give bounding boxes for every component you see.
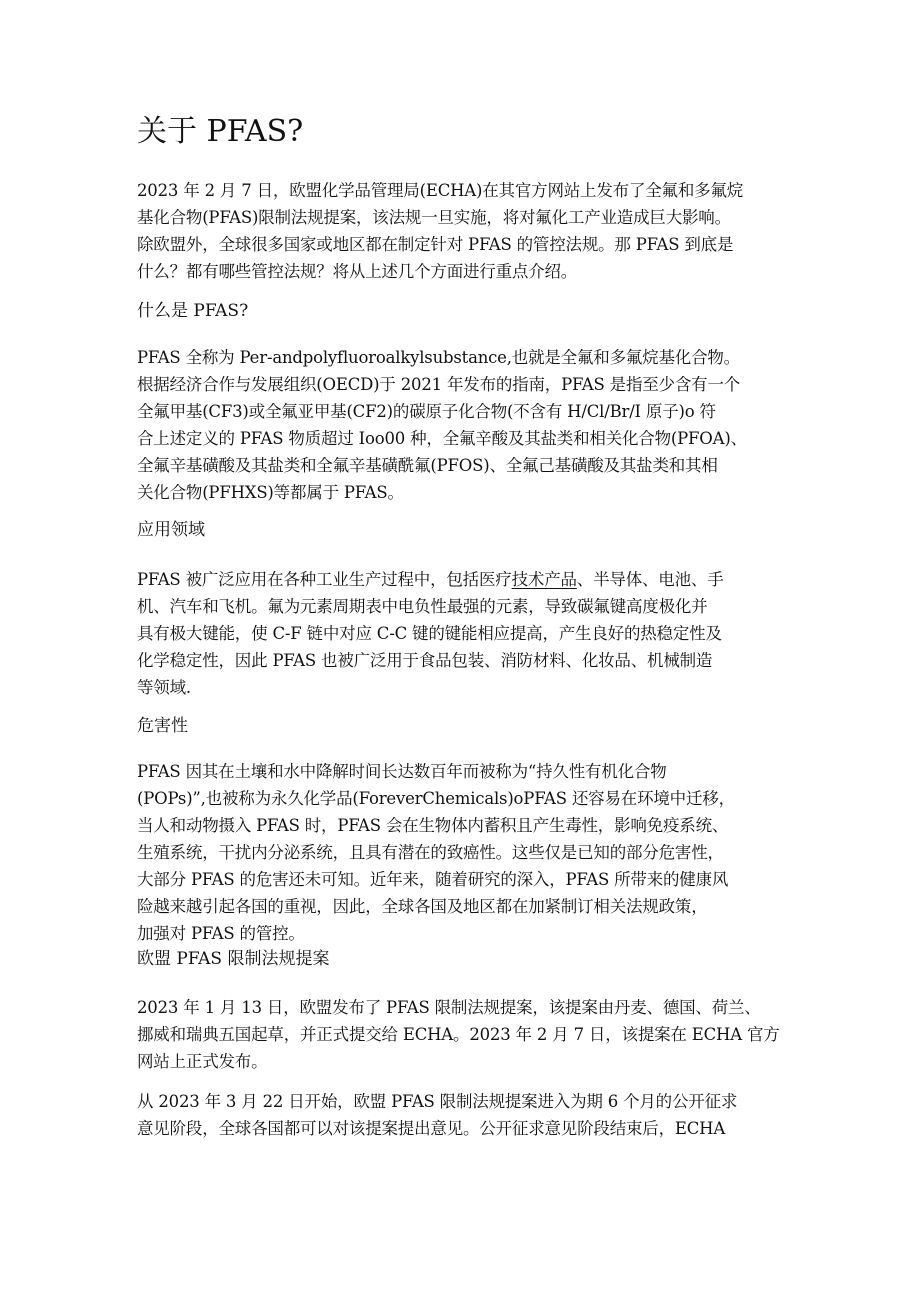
hazard-line: 大部分 PFAS 的危害还未可知。近年来，随着研究的深入，PFAS 所带来的健康风 — [137, 870, 729, 889]
application-line — [137, 566, 797, 593]
intro-line: 2023 年 2 月 7 日，欧盟化学品管理局(ECHA)在其官方网站上发布了全氟和多氟烷 — [137, 181, 744, 200]
hazard-line: (POPs)”,也被称为永久化学品(ForeverChemicals)oPFAS 还容易在环境中迁移， — [137, 789, 735, 808]
section-heading-hazard: 危害性 — [137, 716, 188, 736]
application-text: 、半导体、电池、手 — [576, 570, 724, 589]
section-heading-what: 什么是 PFAS? — [137, 301, 249, 321]
section-heading-application: 应用领域 — [137, 520, 205, 540]
what-line: 合上述定义的 PFAS 物质超过 Ioo00 种，全氟辛酸及其盐类和相关化合物(PFOA)、 — [137, 429, 747, 448]
hazard-line: 加强对 PFAS 的管控。 — [137, 924, 305, 943]
intro-line: 除欧盟外，全球很多国家或地区都在制定针对 PFAS 的管控法规。那 PFAS 到底是 — [137, 235, 734, 254]
technology-products-link[interactable]: 技术产品 — [511, 570, 577, 589]
eu-paragraph-1 — [137, 994, 797, 1075]
intro-line: 什么？都有哪些管控法规？将从上述几个方面进行重点介绍。 — [137, 262, 578, 281]
what-line: 根据经济合作与发展组织(OECD)于 2021 年发布的指南，PFAS 是指至少含有一个 — [137, 375, 741, 394]
application-text: PFAS 被广泛应用在各种工业生产过程中，包括医疗 — [137, 570, 512, 589]
eu-line: 挪威和瑞典五国起草，并正式提交给 ECHA。2023 年 2 月 7 日，该提案在 ECHA 官方 — [137, 1025, 780, 1044]
application-line: 化学稳定性，因此 PFAS 也被广泛用于食品包装、消防材料、化妆品、机械制造 — [137, 651, 713, 670]
eu-line: 意见阶段，全球各国都可以对该提案提出意见。公开征求意见阶段结束后，ECHA — [137, 1119, 726, 1138]
what-paragraph — [137, 344, 797, 506]
application-line: 等领域. — [137, 678, 191, 697]
hazard-line: 生殖系统，干扰内分泌系统，且具有潜在的致癌性。这些仅是已知的部分危害性， — [137, 843, 724, 862]
what-line: 全氟辛基磺酸及其盐类和全氟辛基磺酰氟(PFOS)、全氟己基磺酸及其盐类和其相 — [137, 456, 718, 475]
eu-line: 2023 年 1 月 13 日，欧盟发布了 PFAS 限制法规提案，该提案由丹麦、德国、荷兰、 — [137, 998, 761, 1017]
what-line: 全氟甲基(CF3)或全氟亚甲基(CF2)的碳原子化合物(不含有 H/Cl/Br/I 原子)o 符 — [137, 402, 716, 421]
eu-line: 从 2023 年 3 月 22 日开始，欧盟 PFAS 限制法规提案进入为期 6 个月的公开征求 — [137, 1092, 738, 1111]
application-line: 具有极大键能，使 C-F 链中对应 C-C 键的键能相应提高，产生良好的热稳定性及 — [137, 624, 722, 643]
eu-paragraph-2 — [137, 1088, 797, 1142]
what-line: PFAS 全称为 Per-andpolyfluoroalkylsubstance,也就是全氟和多氟烷基化合物。 — [137, 348, 740, 367]
hazard-paragraph — [137, 758, 797, 947]
hazard-line: PFAS 因其在土壤和水中降解时间长达数百年而被称为“持久性有机化合物 — [137, 762, 667, 781]
what-line: 关化合物(PFHXS)等都属于 PFAS。 — [137, 483, 404, 502]
section-heading-eu: 欧盟 PFAS 限制法规提案 — [137, 949, 330, 969]
intro-paragraph — [137, 177, 797, 285]
application-line: 机、汽车和飞机。氟为元素周期表中电负性最强的元素，导致碳氟键高度极化并 — [137, 597, 708, 616]
eu-line: 网站上正式发布。 — [137, 1052, 268, 1071]
page-title: 关于 PFAS? — [137, 114, 304, 149]
hazard-line: 当人和动物摄入 PFAS 时，PFAS 会在生物体内蓄积且产生毒性，影响免疫系统、 — [137, 816, 729, 835]
hazard-line: 险越来越引起各国的重视，因此，全球各国及地区都在加紧制订相关法规政策， — [137, 897, 708, 916]
application-paragraph — [137, 566, 797, 701]
intro-line: 基化合物(PFAS)限制法规提案，该法规一旦实施，将对氟化工产业造成巨大影响。 — [137, 208, 731, 227]
